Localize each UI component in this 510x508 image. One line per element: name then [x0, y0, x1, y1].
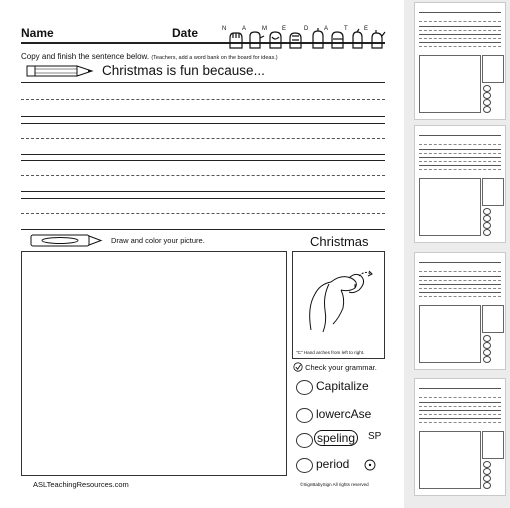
instruction-note: (Teachers, add a word bank on the board for ideas.) [151, 55, 278, 61]
thumbnail-line [419, 296, 501, 297]
pencil-icon [26, 64, 96, 78]
draw-instruction: Draw and color your picture. [111, 236, 205, 245]
footer-copyright: ©SignBabySign All rights reserved [300, 482, 369, 487]
thumbnail-line [419, 165, 501, 166]
thumbnail-check-circle [483, 222, 491, 229]
thumbnail-check-circle [483, 335, 491, 342]
thumbnail-drawing-box [419, 178, 481, 236]
thumbnail-line [419, 276, 501, 277]
thumbnail-check-circle [483, 356, 491, 363]
thumbnail-line [419, 38, 501, 39]
fingerspell-letter: T [344, 26, 348, 32]
writing-line [21, 191, 385, 192]
asl-christmas-sign-icon [293, 252, 384, 347]
thumbnail-check-circle [483, 208, 491, 215]
fingerspell-letter: N [222, 26, 227, 32]
writing-guide-line [21, 138, 385, 139]
date-label: Date [172, 26, 199, 40]
thumbnail-check-circle [483, 342, 491, 349]
thumbnail-sign-box [482, 305, 504, 333]
thumbnail-check-circle [483, 468, 491, 475]
thumbnail-line [419, 149, 501, 150]
fingerspell-letter: A [324, 26, 329, 32]
drawing-area[interactable] [21, 251, 287, 476]
thumbnail-line [419, 418, 501, 419]
thumbnail-line [419, 262, 501, 263]
thumbnail-line [419, 397, 501, 398]
fingerspelling-strip [222, 26, 387, 52]
page-thumbnail[interactable] [414, 2, 506, 120]
writing-line [21, 123, 385, 124]
checkbox-circle[interactable] [296, 380, 313, 395]
thumbnail-drawing-box [419, 305, 481, 363]
thumbnail-check-circle [483, 475, 491, 482]
checkbox-circle[interactable] [296, 408, 313, 423]
fingerspell-letter: A [242, 26, 247, 32]
thumbnail-line [419, 157, 501, 158]
thumbnail-line [419, 21, 501, 22]
sign-caption: "C" Hand arches from left to right. [296, 350, 365, 355]
grammar-item-period[interactable] [292, 456, 387, 476]
grammar-word: speling [314, 430, 358, 446]
thumbnail-line [419, 135, 501, 136]
thumbnail-line [419, 292, 501, 293]
grammar-header [293, 362, 377, 372]
thumbnail-line [419, 288, 501, 289]
grammar-word: period [316, 457, 350, 471]
writing-line [21, 198, 385, 199]
thumbnail-sign-box [482, 431, 504, 459]
writing-line [21, 154, 385, 155]
page-thumbnail-sidebar [404, 0, 510, 508]
thumbnail-check-circle [483, 92, 491, 99]
page-thumbnail[interactable] [414, 125, 506, 243]
thumbnail-line [419, 12, 501, 13]
thumbnail-line [419, 284, 501, 285]
sentence-prompt: Christmas is fun because... [102, 63, 265, 78]
thumbnail-line [419, 280, 501, 281]
thumbnail-check-circle [483, 99, 491, 106]
thumbnail-check-circle [483, 461, 491, 468]
writing-guide-line [21, 213, 385, 214]
grammar-item-spelling[interactable] [292, 431, 387, 451]
thumbnail-check-circle [483, 215, 491, 222]
footer-website: ASLTeachingResources.com [33, 480, 129, 489]
thumbnail-line [419, 414, 501, 415]
thumbnail-line [419, 388, 501, 389]
thumbnail-line [419, 153, 501, 154]
thumbnail-line [419, 30, 501, 31]
thumbnail-sign-box [482, 178, 504, 206]
thumbnail-sign-box [482, 55, 504, 83]
thumbnail-drawing-box [419, 431, 481, 489]
grammar-header-text: Check your grammar. [305, 363, 377, 372]
page-thumbnail[interactable] [414, 378, 506, 496]
page-thumbnail[interactable] [414, 252, 506, 370]
thumbnail-line [419, 34, 501, 35]
thumbnail-line [419, 46, 501, 47]
sign-word-title: Christmas [310, 234, 369, 249]
thumbnail-drawing-box [419, 55, 481, 113]
fingerspell-letter: E [364, 26, 369, 32]
thumbnail-check-circle [483, 229, 491, 236]
instruction-text [21, 52, 278, 61]
writing-line [21, 82, 385, 83]
writing-guide-line [21, 175, 385, 176]
fingerspell-letter: D [304, 26, 309, 32]
thumbnail-line [419, 169, 501, 170]
thumbnail-line [419, 271, 501, 272]
thumbnail-line [419, 144, 501, 145]
writing-line [21, 229, 385, 230]
checkbox-circle[interactable] [296, 433, 313, 448]
thumbnail-check-circle [483, 106, 491, 113]
grammar-item-lowercase[interactable] [292, 406, 387, 426]
thumbnail-line [419, 42, 501, 43]
fingerspell-letter: E [282, 26, 287, 32]
thumbnail-line [419, 161, 501, 162]
instruction-main: Copy and finish the sentence below. [21, 52, 150, 61]
fingerspell-letter: M [262, 26, 267, 32]
thumbnail-check-circle [483, 85, 491, 92]
crayon-icon [30, 234, 104, 248]
writing-line [21, 116, 385, 117]
writing-line [21, 160, 385, 161]
thumbnail-line [419, 406, 501, 407]
thumbnail-line [419, 26, 501, 27]
thumbnail-line [419, 402, 501, 403]
spelling-mark: SP [368, 431, 382, 442]
thumbnail-check-circle [483, 349, 491, 356]
writing-guide-line [21, 99, 385, 100]
period-circle-icon [364, 459, 376, 471]
sign-illustration-box [292, 251, 385, 359]
checkbox-circle[interactable] [296, 458, 313, 473]
name-label: Name [21, 26, 54, 40]
grammar-item-capitalize[interactable] [292, 378, 387, 398]
grammar-word: lowercAse [316, 407, 372, 421]
grammar-word: Capitalize [316, 379, 369, 393]
checkmark-circle-icon [293, 362, 303, 372]
thumbnail-line [419, 422, 501, 423]
thumbnail-check-circle [483, 482, 491, 489]
thumbnail-line [419, 410, 501, 411]
